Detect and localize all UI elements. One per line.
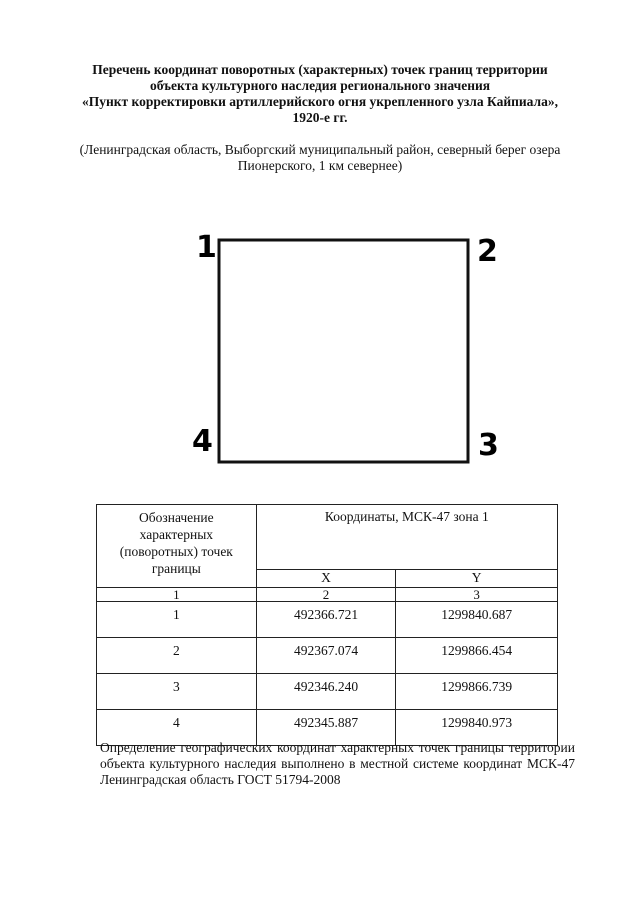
table-row	[97, 602, 558, 638]
column-number: 2	[256, 588, 396, 602]
point-label-3: 3	[478, 428, 499, 463]
boundary-scheme-svg	[190, 225, 500, 470]
header-point-line: Обозначение	[139, 510, 214, 525]
subtitle-line: Пионерского, 1 км севернее)	[237, 158, 403, 173]
document-title	[60, 62, 580, 126]
table-row	[97, 638, 558, 674]
boundary-scheme	[190, 225, 500, 470]
point-label-1: 1	[196, 230, 217, 265]
cell-y: 1299866.739	[396, 674, 558, 710]
header-point-designation	[97, 505, 257, 588]
header-x: X	[256, 569, 396, 587]
point-label-2: 2	[477, 234, 498, 269]
header-coordinates: Координаты, МСК-47 зона 1	[256, 505, 557, 570]
header-point-line: границы	[151, 561, 201, 576]
header-point-line: характерных	[139, 527, 214, 542]
cell-x: 492346.240	[256, 674, 396, 710]
header-y: Y	[396, 569, 558, 587]
title-line: Перечень координат поворотных (характерных) точек границ территории	[92, 62, 548, 77]
footer-note: Определение географических координат характерных точек границы территории объекта культурного наследия выполнено в местной системе координат МСК-47 Ленинградская область ГОСТ 51794-2008	[100, 740, 575, 787]
cell-y: 1299866.454	[396, 638, 558, 674]
cell-point: 3	[97, 674, 257, 710]
cell-x: 492345.887	[256, 710, 396, 746]
cell-point: 4	[97, 710, 257, 746]
document-subtitle	[60, 142, 580, 174]
header-point-line: (поворотных) точек	[119, 544, 233, 559]
title-line: «Пункт корректировки артиллерийского огня укрепленного узла Кайпиала»,	[81, 94, 559, 109]
subtitle-line: (Ленинградская область, Выборгский муниципальный район, северный берег озера	[79, 142, 561, 157]
title-line: объекта культурного наследия регионального значения	[149, 78, 491, 93]
point-label-4: 4	[192, 424, 213, 459]
column-number: 1	[97, 588, 257, 602]
table-row	[97, 674, 558, 710]
cell-y: 1299840.973	[396, 710, 558, 746]
cell-y: 1299840.687	[396, 602, 558, 638]
column-number: 3	[396, 588, 558, 602]
title-line: 1920-е гг.	[292, 110, 348, 125]
cell-x: 492366.721	[256, 602, 396, 638]
boundary-polygon	[219, 240, 468, 462]
cell-x: 492367.074	[256, 638, 396, 674]
coordinates-table	[96, 504, 558, 746]
cell-point: 2	[97, 638, 257, 674]
cell-point: 1	[97, 602, 257, 638]
